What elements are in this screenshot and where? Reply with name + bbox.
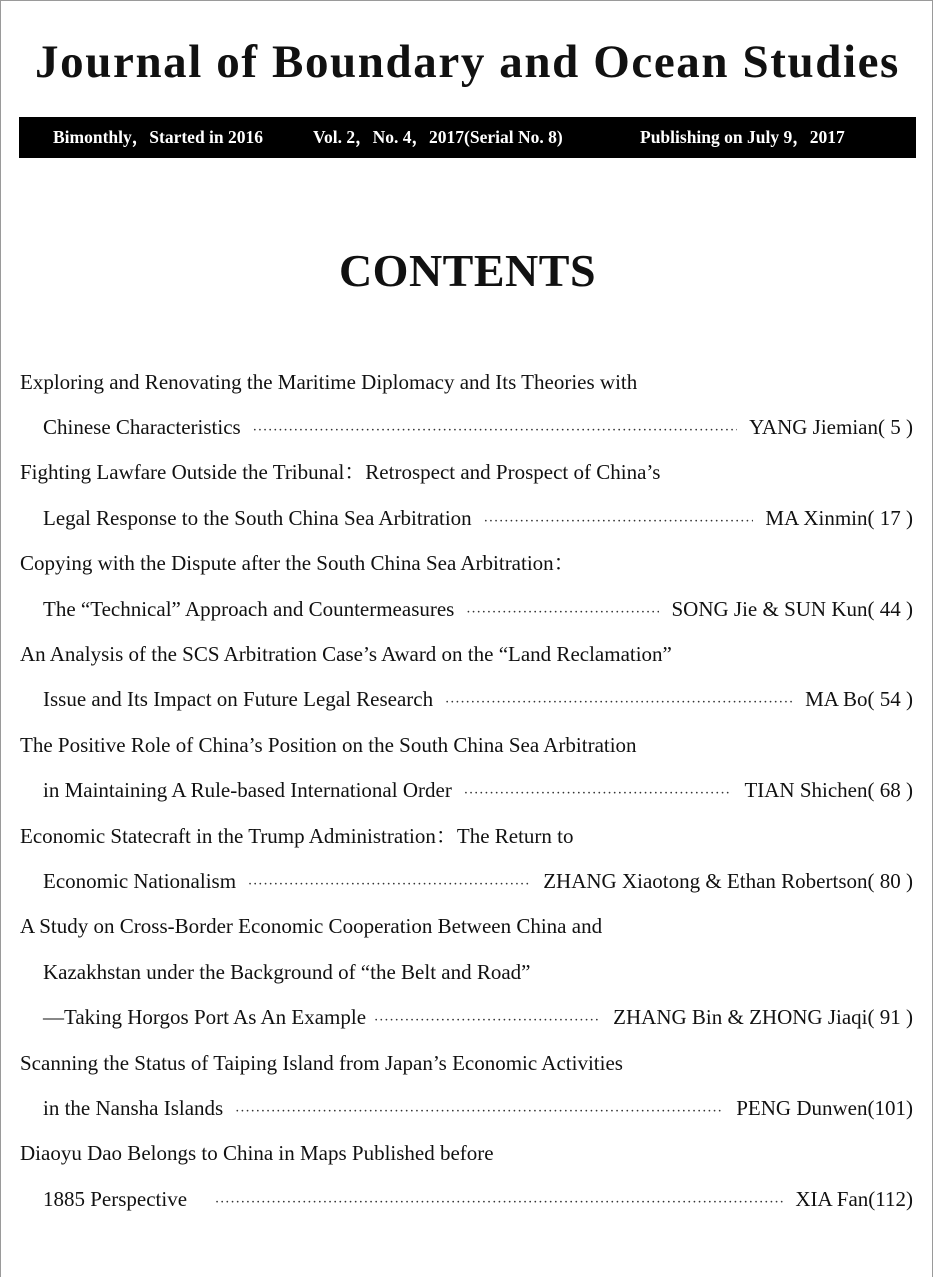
toc-entry-page: ( 5 ) [878,415,913,439]
contents-heading: CONTENTS [338,245,597,296]
toc-entry-title-line: Fighting Lawfare Outside the Tribunal：Retrospect and Prospect of China’s [20,460,661,484]
toc-entry-page: ( 80 ) [867,869,913,893]
toc-entry-author: YANG Jiemian [749,415,878,439]
toc-entry-author: MA Xinmin [765,506,868,530]
toc-entry-title-line: 1885 Perspective [43,1187,188,1211]
toc-entry-page: (112) [868,1187,913,1211]
toc-entry-title-line: Exploring and Renovating the Maritime Diplomacy and Its Theories with [20,370,638,394]
toc-entry-title-line: Kazakhstan under the Background of “the Belt and Road” [43,960,531,984]
toc-entry-page: ( 91 ) [867,1005,913,1029]
masthead-volume: Vol. 2，No. 4，2017(Serial No. 8) [313,127,563,147]
toc-entry-author: TIAN Shichen [744,778,868,802]
dot-leader [445,689,793,717]
dot-leader [253,417,737,445]
toc-entry-title-line: Chinese Characteristics [43,415,241,439]
toc-entry-title-line: An Analysis of the SCS Arbitration Case’s Award on the “Land Reclamation” [20,642,672,666]
toc-entry-author: ZHANG Xiaotong & Ethan Robertson [543,869,868,893]
dot-leader [248,871,531,899]
toc-entry-author: PENG Dunwen [736,1096,868,1120]
toc-entry-title-line: Scanning the Status of Taiping Island from Japan’s Economic Activities [20,1051,623,1075]
toc-entry-title-line: Issue and Its Impact on Future Legal Research [43,687,434,711]
toc-entry-title-line: Legal Response to the South China Sea Arbitration [43,506,472,530]
toc-entry-page: ( 54 ) [867,687,913,711]
toc-entry-author: MA Bo [805,687,868,711]
toc-entry-row [43,685,913,717]
dot-leader [215,1189,783,1217]
toc-entry-title-line: in Maintaining A Rule-based International Order [43,778,452,802]
toc-entry-row [43,1003,913,1035]
toc-entry-row [43,1185,913,1217]
toc-entry-title-line: Copying with the Dispute after the South China Sea Arbitration： [20,551,575,575]
masthead-publishing: Publishing on July 9，2017 [640,127,845,147]
toc-entry-row [43,776,913,808]
toc-entry-title-line: Economic Nationalism [43,869,237,893]
toc-entry-page: ( 68 ) [867,778,913,802]
toc-entry-title-line: The “Technical” Approach and Countermeasures [43,597,455,621]
toc-entry-row [43,504,913,536]
dot-leader [235,1098,724,1126]
dot-leader [374,1007,601,1035]
toc-entry-page: ( 44 ) [867,597,913,621]
toc-entry-title-line: —Taking Horgos Port As An Example [43,1005,367,1029]
toc-entry-row [43,1094,913,1126]
toc-entry-row [43,413,913,445]
toc-entry-row [43,867,913,899]
dot-leader [464,780,733,808]
toc-entry-title-line: in the Nansha Islands [43,1096,224,1120]
dot-leader [484,508,754,536]
masthead-frequency: Bimonthly，Started in 2016 [53,127,264,147]
dot-leader [466,599,659,627]
toc-entry-page: ( 17 ) [867,506,913,530]
toc-entry-author: ZHANG Bin & ZHONG Jiaqi [613,1005,868,1029]
toc-entry-author: XIA Fan [795,1187,869,1211]
toc-entry-title-line: A Study on Cross-Border Economic Cooperation Between China and [20,914,603,938]
toc-entry-page: (101) [867,1096,913,1120]
toc-entry-row [43,595,913,627]
toc-entry-title-line: The Positive Role of China’s Position on the South China Sea Arbitration [20,733,637,757]
toc-entry-title-line: Economic Statecraft in the Trump Administration：The Return to [20,824,574,848]
masthead-bar [19,117,916,158]
journal-title: Journal of Boundary and Ocean Studies [35,36,900,88]
toc-entry-author: SONG Jie & SUN Kun [671,597,868,621]
toc-entry-title-line: Diaoyu Dao Belongs to China in Maps Published before [20,1141,494,1165]
